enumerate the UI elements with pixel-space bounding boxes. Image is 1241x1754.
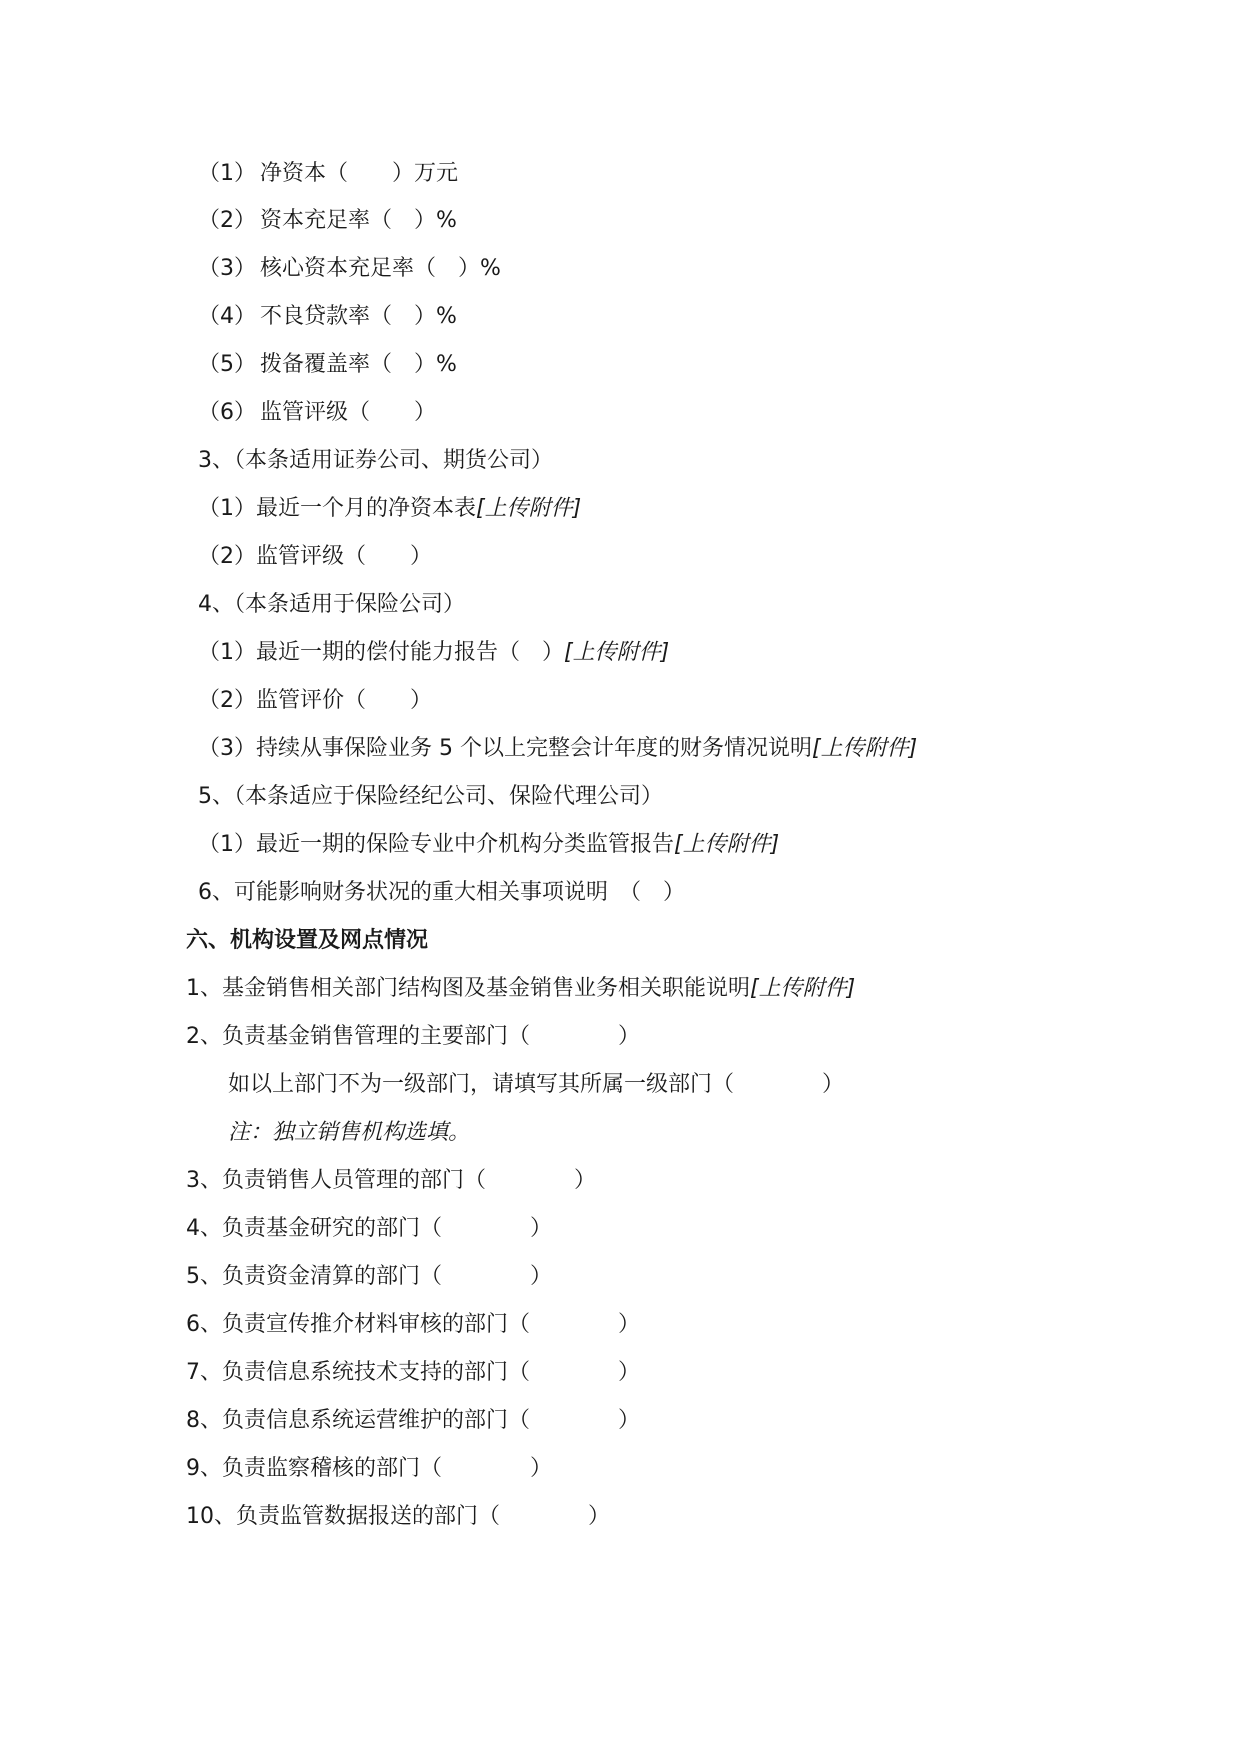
- item-promotion-review-department: 6、负责宣传推介材料审核的部门（ ）: [186, 1312, 640, 1337]
- item-text: 核心资本充足率（ ）%: [260, 256, 501, 281]
- item-net-capital-statement: [198, 489, 581, 529]
- item-number: （6）: [198, 400, 256, 425]
- upload-attachment-link[interactable]: [上传附件]: [750, 976, 856, 1001]
- item-number: （5）: [198, 352, 256, 377]
- section-6-major-matters: 6、可能影响财务状况的重大相关事项说明 （ ）: [198, 880, 685, 905]
- item-audit-department: 9、负责监察稽核的部门（ ）: [186, 1456, 552, 1481]
- indicator-capital-adequacy: [198, 201, 457, 241]
- section-4-insurance: 4、（本条适用于保险公司）: [198, 592, 465, 617]
- item-text: （1）最近一个月的净资本表: [198, 496, 476, 521]
- upload-attachment-link[interactable]: [上传附件]: [564, 640, 670, 665]
- indicator-provision-coverage: [198, 345, 457, 385]
- item-department-structure-chart: [186, 969, 855, 1009]
- section-heading-organization: 六、机构设置及网点情况: [186, 928, 429, 953]
- item-regulatory-reporting-department: 10、负责监管数据报送的部门（ ）: [186, 1504, 610, 1529]
- indicator-regulatory-rating: [198, 393, 436, 433]
- item-number: （1）: [198, 161, 256, 186]
- item-number: （4）: [198, 304, 256, 329]
- upload-attachment-link[interactable]: [上传附件]: [674, 832, 780, 857]
- item-text: （3）持续从事保险业务 5 个以上完整会计年度的财务情况说明: [198, 736, 812, 761]
- indicator-core-capital-adequacy: [198, 249, 501, 289]
- item-number: （2）: [198, 208, 256, 233]
- note-independent-sales: 注：独立销售机构选填。: [228, 1120, 471, 1145]
- item-text: （1）最近一期的保险专业中介机构分类监管报告: [198, 832, 674, 857]
- item-regulatory-evaluation: （2）监管评价（ ）: [198, 688, 432, 713]
- item-text: 1、基金销售相关部门结构图及基金销售业务相关职能说明: [186, 976, 750, 1001]
- item-text: 资本充足率（ ）%: [260, 208, 457, 233]
- item-intermediary-classification-report: [198, 825, 779, 865]
- section-3-securities-futures: 3、（本条适用证券公司、期货公司）: [198, 448, 553, 473]
- item-it-operations-department: 8、负责信息系统运营维护的部门（ ）: [186, 1408, 640, 1433]
- item-text: 拨备覆盖率（ ）%: [260, 352, 457, 377]
- item-text: （1）最近一期的偿付能力报告（ ）: [198, 640, 564, 665]
- item-number: （3）: [198, 256, 256, 281]
- item-sales-staff-department: 3、负责销售人员管理的部门（ ）: [186, 1168, 596, 1193]
- indicator-npl-ratio: [198, 297, 457, 337]
- item-text: 净资本（ ）万元: [260, 161, 459, 186]
- item-regulatory-rating: （2）监管评级（ ）: [198, 544, 432, 569]
- item-main-sales-department: 2、负责基金销售管理的主要部门（ ）: [186, 1024, 640, 1049]
- item-text: 不良贷款率（ ）%: [260, 304, 457, 329]
- section-5-insurance-brokers: 5、（本条适应于保险经纪公司、保险代理公司）: [198, 784, 663, 809]
- item-fund-research-department: 4、负责基金研究的部门（ ）: [186, 1216, 552, 1241]
- item-it-support-department: 7、负责信息系统技术支持的部门（ ）: [186, 1360, 640, 1385]
- item-text: 监管评级（ ）: [260, 400, 437, 425]
- upload-attachment-link[interactable]: [上传附件]: [476, 496, 582, 521]
- item-parent-department: 如以上部门不为一级部门，请填写其所属一级部门（ ）: [228, 1072, 845, 1097]
- indicator-net-capital: [198, 154, 458, 194]
- item-solvency-report: [198, 633, 669, 673]
- item-financial-statement-5-years: [198, 729, 917, 769]
- item-settlement-department: 5、负责资金清算的部门（ ）: [186, 1264, 552, 1289]
- upload-attachment-link[interactable]: [上传附件]: [811, 736, 918, 761]
